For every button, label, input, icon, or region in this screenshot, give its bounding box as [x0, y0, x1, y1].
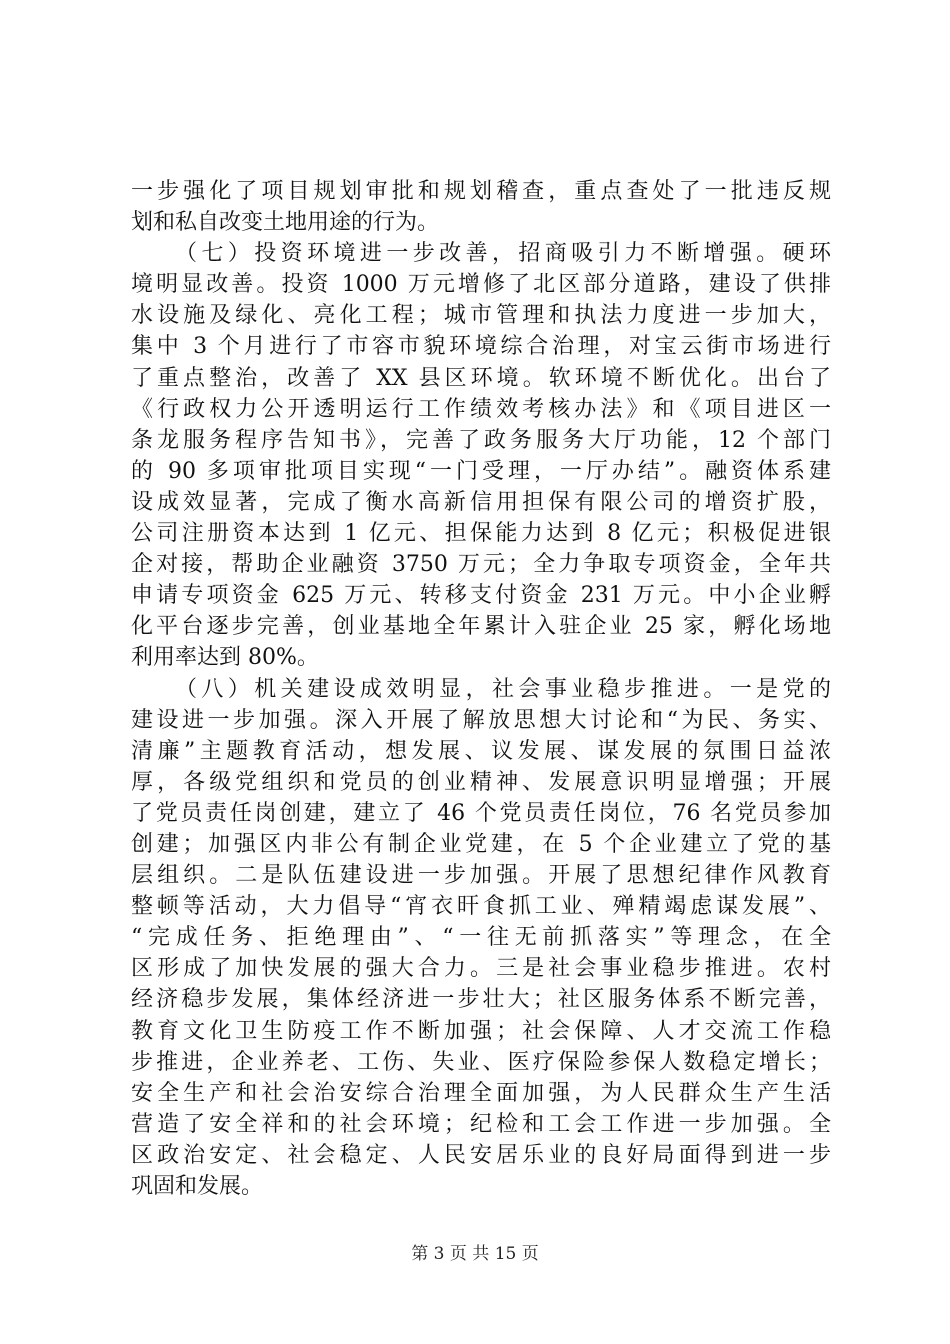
text-line: 申请专项资金 625 万元、转移支付资金 231 万元。中小企业孵	[131, 583, 831, 609]
page-footer: 第 3 页 共 15 页	[411, 1244, 539, 1264]
text-line: 教育文化卫生防疫工作不断加强；社会保障、人才交流工作稳	[131, 1018, 831, 1044]
text-line: 《行政权力公开透明运行工作绩效考核办法》和《项目进区一	[131, 396, 831, 422]
text-line: 利用率达到 80%。	[131, 645, 319, 671]
text-line: 一步强化了项目规划审批和规划稽查，重点查处了一批违反规	[131, 179, 831, 204]
text-line: “完成任务、拒绝理由”、“一往无前抓落实”等理念，在全	[131, 925, 831, 951]
text-line: （八）机关建设成效明显，社会事业稳步推进。一是党的	[175, 676, 831, 702]
text-line: 清廉”主题教育活动，想发展、议发展、谋发展的氛围日益浓	[131, 738, 831, 764]
text-line: 化平台逐步完善，创业基地全年累计入驻企业 25 家，孵化场地	[131, 614, 831, 640]
text-line: 条龙服务程序告知书》，完善了政务服务大厅功能，12 个部门	[131, 427, 831, 453]
text-line: 区形成了加快发展的强大合力。三是社会事业稳步推进。农村	[131, 956, 831, 982]
text-line: 的 90 多项审批项目实现“一门受理，一厅办结”。融资体系建	[131, 458, 831, 484]
text-line: 经济稳步发展，集体经济进一步壮大；社区服务体系不断完善，	[131, 987, 831, 1013]
text-line: 境明显改善。投资 1000 万元增修了北区部分道路，建设了供排	[131, 272, 831, 298]
text-line: 建设进一步加强。深入开展了解放思想大讨论和“为民、务实、	[131, 707, 831, 733]
text-line: 划和私自改变土地用途的行为。	[131, 210, 440, 236]
text-line: 安全生产和社会治安综合治理全面加强，为人民群众生产生活	[131, 1080, 831, 1106]
text-line: （七）投资环境进一步改善，招商吸引力不断增强。硬环	[175, 241, 831, 267]
text-line: 层组织。二是队伍建设进一步加强。开展了思想纪律作风教育	[131, 863, 831, 889]
text-line: 巩固和发展。	[131, 1174, 264, 1199]
text-line: 整顿等活动，大力倡导“宵衣旰食抓工业、殚精竭虑谋发展”、	[131, 894, 831, 920]
text-line: 集中 3 个月进行了市容市貌环境综合治理，对宝云街市场进行	[131, 334, 831, 360]
text-line: 创建；加强区内非公有制企业党建，在 5 个企业建立了党的基	[131, 831, 831, 857]
text-line: 水设施及绿化、亮化工程；城市管理和执法力度进一步加大，	[131, 303, 831, 329]
text-line: 企对接，帮助企业融资 3750 万元；全力争取专项资金，全年共	[131, 552, 831, 578]
text-line: 了党员责任岗创建，建立了 46 个党员责任岗位，76 名党员参加	[131, 800, 831, 826]
text-line: 区政治安定、社会稳定、人民安居乐业的良好局面得到进一步	[131, 1142, 831, 1168]
text-line: 公司注册资本达到 1 亿元、担保能力达到 8 亿元；积极促进银	[131, 521, 831, 547]
text-line: 营造了安全祥和的社会环境；纪检和工会工作进一步加强。全	[131, 1111, 831, 1137]
text-line: 厚，各级党组织和党员的创业精神、发展意识明显增强；开展	[131, 769, 831, 795]
text-line: 了重点整治，改善了 XX 县区环境。软环境不断优化。出台了	[131, 365, 831, 391]
text-line: 步推进，企业养老、工伤、失业、医疗保险参保人数稳定增长；	[131, 1049, 831, 1075]
body-text	[131, 176, 831, 1202]
text-line: 设成效显著，完成了衡水高新信用担保有限公司的增资扩股，	[131, 489, 831, 515]
